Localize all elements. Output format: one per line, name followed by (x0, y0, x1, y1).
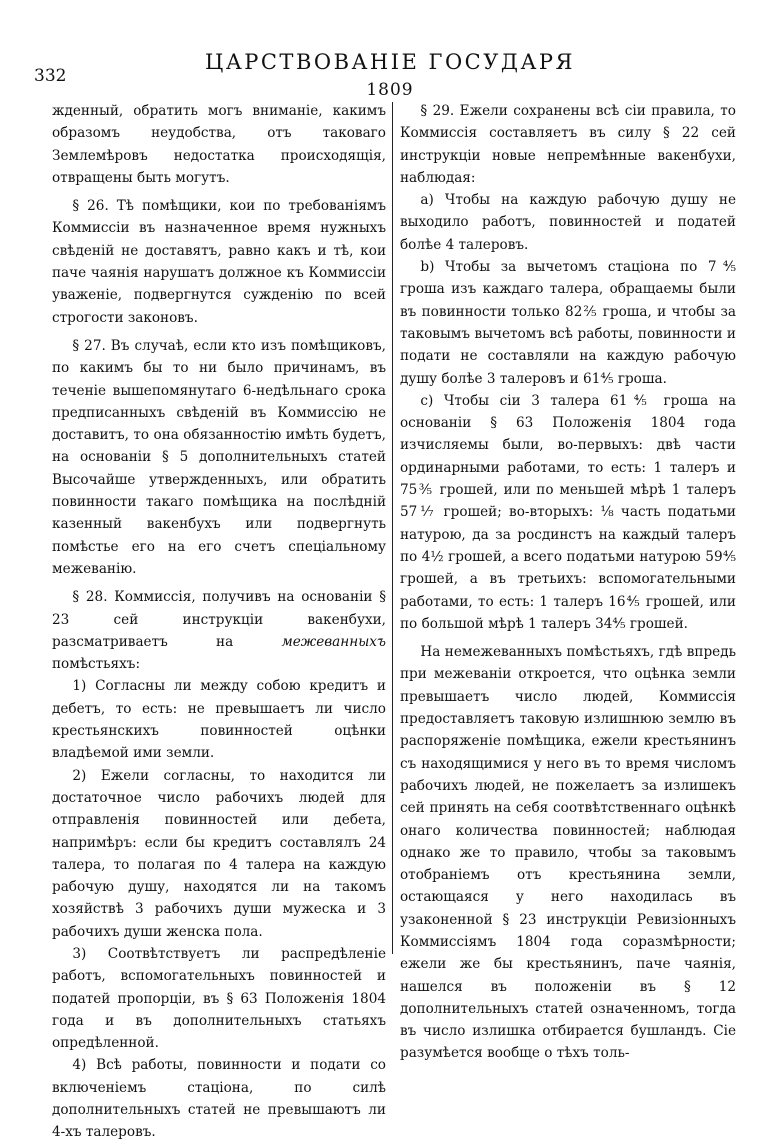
paragraph-section-26: § 26. Тѣ помѣщики, кои по требованіямъ Коммиссіи въ назначенное время нужныхъ свѣденій не доставятъ, равно какъ и тѣ, кои паче чаянія нарушатъ должное къ Коммиссіи уваженіе, подвергнутся сужденію по всей строгости законовъ. (52, 198, 386, 326)
paragraph-section-27: § 27. Въ случаѣ, если кто изъ помѣщиковъ, по какимъ бы то ни было причинамъ, въ теченіе вышепомянутаго 6-недѣльнаго срока предписанныхъ свѣденій въ Коммиссію не доставитъ, то она обязанностію имѣть будетъ, на основаніи § 5 дополнительныхъ статей Высочайше утвержденныхъ, или обратить повинности такаго помѣщика на послѣдній казенный вакенбухъ или подвергнуть помѣстье его на его счетъ спеціальному межеванію. (52, 337, 386, 577)
paragraph: жденный, обратить могъ вниманіе, какимъ образомъ неудобства, отъ таковаго Землемѣровъ недостатка происходящія, отвращены быть могутъ. (52, 103, 386, 186)
column-divider (392, 102, 393, 954)
italic-term: межеванныхъ (281, 633, 386, 650)
page-number: 332 (34, 66, 67, 86)
left-column (52, 100, 386, 1144)
list-item-2: 2) Ежели согласны, то находится ли достаточное число рабочихъ людей для отправленія повинностей или дебета, напримѣръ: если бы кредитъ составлялъ 24 талера, то полагая по 4 талера на каждую рабочую душу, находятся ли на такомъ хозяйствѣ 3 рабочихъ души мужеска и 3 рабочихъ души женска пола. (52, 767, 386, 940)
text-run: помѣстьяхъ: (52, 656, 141, 673)
list-item-4: 4) Всѣ работы, повинности и подати со включеніемъ стаціона, по силѣ дополнительныхъ статей не превышаютъ ли 4-хъ талеровъ. (52, 1057, 386, 1141)
paragraph-section-29: § 29. Ежели сохранены всѣ сіи правила, то Коммиссія составляетъ въ силу § 22 сей инструкціи новые непремѣнные вакенбухи, наблюдая: (400, 103, 736, 186)
list-item-1: 1) Согласны ли между собою кредитъ и дебетъ, то есть: не превышаетъ ли число крестьянскихъ повинностей оцѣнки владѣемой ими земли. (52, 678, 386, 762)
paragraph: На немежеванныхъ помѣстьяхъ, гдѣ впредь при межеваніи откроется, что оцѣнка земли превышаетъ число людей, Коммиссія предоставляетъ таковую излишнюю землю въ распоряженіе помѣщика, ежели крестьянинъ съ находящимися у него въ то время числомъ рабочихъ людей, не пожелаетъ за излишекъ сей принять на себя соотвѣтственнаго оцѣнкѣ онаго количества повинностей; наблюдая однако же то правило, чтобы за таковымъ отобраніемъ отъ крестьянина земли, остающаяся у него находилась въ узаконенной § 23 инструкціи Ревизіонныхъ Коммиссіямъ 1804 года соразмѣрности; ежели же бы крестьянинъ, паче чаянія, нашелся въ положеніи въ § 12 дополнительныхъ статей означенномъ, тогда въ число излишка отбирается бушландъ. Сіе разумѣется вообще о тѣхъ толь- (400, 644, 736, 1062)
paragraph-section-28 (52, 586, 386, 675)
list-item-b: b) Чтобы за вычетомъ стаціона по 7⅘ гроша изъ каждаго талера, обращаемы были въ повинности только 82⅖ гроша, и чтобы за таковымъ вычетомъ всѣ работы, повинности и подати не составляли на каждую рабочую душу болѣе 3 талеровъ и 61⅘ гроша. (400, 259, 736, 387)
year-heading: 1809 (366, 80, 414, 100)
running-title: ЦАРСТВОВАНІЕ ГОСУДАРЯ (205, 50, 575, 74)
text-run: § 28. Коммиссія, получивъ на основаніи § 23 сей инструкціи вакенбухи, разсматриваетъ на (52, 589, 386, 650)
right-column (400, 100, 736, 1065)
list-item-c: c) Чтобы сіи 3 талера 61⅘ гроша на основаніи § 63 Положенія 1804 года изчисляемы были, во-первыхъ: двѣ части ординарными работами, то есть: 1 талеръ и 75⅗ грошей, или по меньшей мѣрѣ 1 талеръ 57⅐ грошей; во-вторыхъ: ⅛ часть податьми натурою, да за росдинстъ на каждый талеръ по 4½ грошей, а всего податьми натурою 59⅘ грошей, а въ третьихъ: вспомогательными работами, то есть: 1 талеръ 16⅘ грошей, или по большой мѣрѣ 1 талеръ 34⅘ грошей. (400, 392, 736, 632)
list-item-a: a) Чтобы на каждую рабочую душу не выходило работъ, повинностей и податей болѣе 4 талеровъ. (400, 192, 736, 253)
list-item-3: 3) Соотвѣтствуетъ ли распредѣленіе работъ, вспомогательныхъ повинностей и податей пропорціи, въ § 63 Положенія 1804 года и въ дополнительныхъ статьяхъ опредѣленной. (52, 945, 386, 1052)
